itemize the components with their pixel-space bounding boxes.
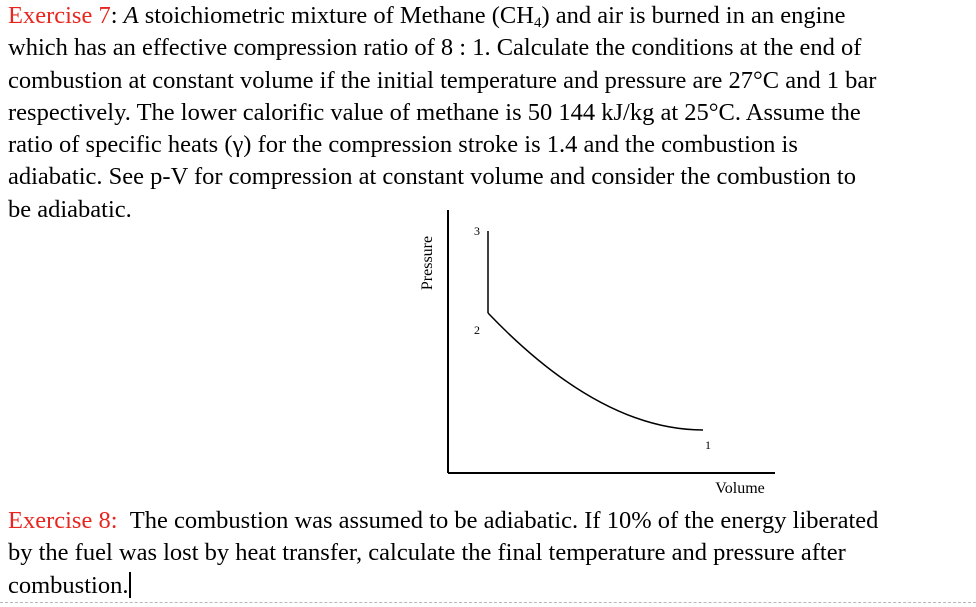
exercise-8-text: [8, 505, 970, 602]
exercise-8-colon: :: [110, 507, 118, 534]
point-2-label: 2: [474, 323, 480, 337]
exercise-7-line-1: [8, 0, 970, 32]
exercise-8-line-1-text: The combustion was assumed to be adiabatic. If 10% of the energy liberated: [129, 507, 879, 534]
exercise-8-line-1: [8, 505, 970, 537]
exercise-7-text: [8, 0, 970, 226]
exercise-8-label: Exercise 8: [8, 507, 111, 534]
methane-subscript: 4: [533, 15, 542, 31]
exercise-7-line-1-text: stoichiometric mixture of Methane (CH: [144, 2, 534, 29]
pv-diagram: [405, 195, 790, 505]
text-cursor[interactable]: [129, 572, 130, 598]
exercise-7-label: Exercise 7: [8, 2, 111, 29]
exercise-7-line-5: ratio of specific heats (γ) for the compression stroke is 1.4 and the combustion is: [8, 131, 798, 159]
exercise-7-line-6: adiabatic. See p-V for compression at constant volume and consider the combustion to: [8, 163, 856, 191]
exercise-7-line-2: which has an effective compression ratio of 8 : 1. Calculate the conditions at the end of: [8, 34, 862, 62]
exercise-7-article: A: [123, 2, 139, 29]
point-1-label: 1: [705, 438, 711, 452]
exercise-7-line-4: respectively. The lower calorific value of methane is 50 144 kJ/kg at 25°C. Assume the: [8, 98, 861, 126]
exercise-8-line-2: by the fuel was lost by heat transfer, calculate the final temperature and pressure after: [8, 539, 846, 567]
exercise-8-line-3: [8, 570, 970, 602]
point-3-label: 3: [474, 224, 480, 238]
compression-curve: [488, 313, 703, 430]
exercise-7-line-7: be adiabatic.: [8, 195, 132, 223]
exercise-7-line-1-end: ) and air is burned in an engine: [541, 2, 846, 29]
x-axis-label: Volume: [715, 480, 765, 497]
y-axis-label: Pressure: [419, 235, 436, 291]
exercise-8-line-3-text: combustion.: [8, 571, 129, 599]
exercise-7-line-3: combustion at constant volume if the initial temperature and pressure are 27°C and 1 bar: [8, 66, 877, 94]
exercise-7-colon: :: [110, 2, 118, 29]
page-boundary-line: [0, 602, 976, 603]
